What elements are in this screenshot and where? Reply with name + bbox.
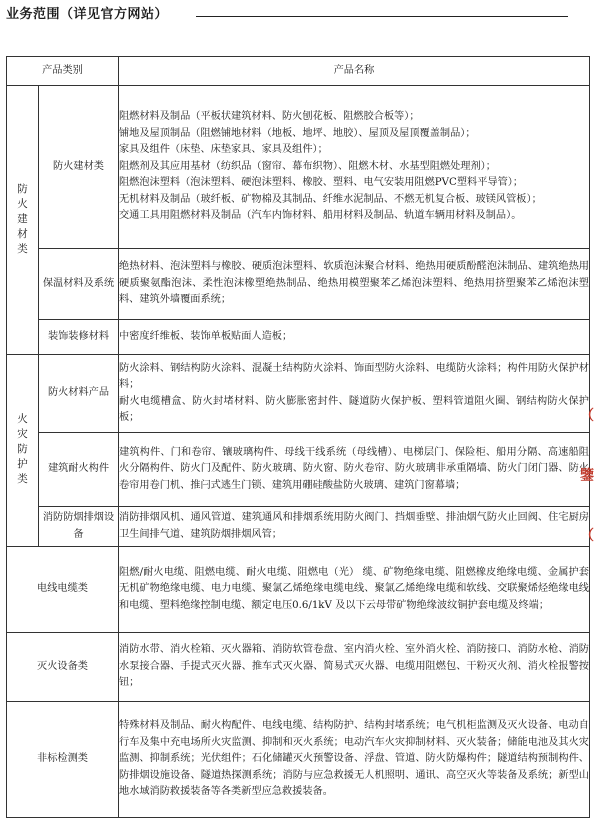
product-line: 无机材料及制品（玻纤板、矿物棉及其制品、纤维水泥制品、不燃无机复合板、玻镁风管板）； bbox=[119, 193, 542, 205]
section-header bbox=[6, 5, 598, 27]
header-rule bbox=[196, 16, 568, 17]
table-row bbox=[7, 633, 590, 702]
category-cell: 火灾防护类 bbox=[7, 355, 39, 547]
product-list-cell bbox=[119, 433, 590, 507]
product-list-cell bbox=[119, 355, 590, 433]
table-row bbox=[7, 320, 590, 355]
subcategory-cell: 防火材料产品 bbox=[39, 355, 119, 433]
table-row bbox=[7, 433, 590, 507]
product-line: 阻燃剂及其应用基材（纺织品（窗帘、幕布织物）、阻燃木材、水基型阻燃处理剂）； bbox=[119, 160, 496, 172]
business-scope-table bbox=[6, 56, 590, 818]
subcategory-cell: 建筑耐火构件 bbox=[39, 433, 119, 507]
product-list-cell bbox=[119, 547, 590, 633]
product-line: 消防排烟风机、通风管道、建筑通风和排烟系统用防火阀门、挡烟垂壁、排油烟气防火止回阀、住宅厨房卫生间排气道、建筑防烟排烟风管； bbox=[119, 512, 589, 540]
category-cell: 非标检测类 bbox=[7, 702, 119, 818]
table-header-row bbox=[7, 57, 590, 86]
subcategory-cell: 消防防烟排烟设备 bbox=[39, 507, 119, 547]
product-list-cell bbox=[119, 320, 590, 355]
stamp-char: （ bbox=[580, 408, 594, 424]
subcategory-cell: 装饰装修材料 bbox=[39, 320, 119, 355]
product-line: 消防水带、消火栓箱、灭火器箱、消防软管卷盘、室内消火栓、室外消火栓、消防接口、消防水枪、消防水泵接合器、手提式灭火器、推车式灭火器、简易式灭火器、电缆用阻燃包、干粉灭火剂、消火栓报警按钮； bbox=[119, 644, 589, 689]
product-line: 阻燃材料及制品（平板状建筑材料、防火刨花板、阻燃胶合板等）； bbox=[119, 111, 420, 123]
subcategory-cell: 保温材料及系统 bbox=[39, 249, 119, 320]
red-seal-stamp bbox=[580, 405, 600, 605]
category-cell: 电线电缆类 bbox=[7, 547, 119, 633]
section-title: 业务范围（详见官方网站） bbox=[6, 5, 172, 25]
product-line: 绝热材料、泡沫塑料与橡胶、硬质泡沫塑料、软质泡沫聚合材料、绝热用硬质酚醛泡沫制品、建筑绝热用硬质聚氨酯泡沫、柔性泡沫橡塑绝热制品、绝热用模塑聚苯乙烯泡沫塑料、绝热用挤塑聚苯乙烯泡沫塑料、建筑外墙覆面系统； bbox=[119, 261, 589, 306]
stamp-char: （ bbox=[580, 528, 594, 544]
product-line: 防火涂料、钢结构防火涂料、混凝土结构防火涂料、饰面型防火涂料、电缆防火涂料；构件用防火保护材料； bbox=[119, 362, 589, 390]
category-cell: 灭火设备类 bbox=[7, 633, 119, 702]
product-line: 家具及组件（床垫、床垫家具、家具及组件）； bbox=[119, 144, 328, 156]
product-list-cell bbox=[119, 702, 590, 818]
product-list-cell bbox=[119, 86, 590, 249]
product-list-cell bbox=[119, 633, 590, 702]
product-line: 铺地及屋顶制品（阻燃铺地材料（地板、地坪、地胶）、屋顶及屋顶覆盖制品）； bbox=[119, 127, 476, 139]
product-line: 耐火电缆槽盒、防火封堵材料、防火膨胀密封件、隧道防火保护板、塑料管道阻火圈、钢结构防火保护板； bbox=[119, 395, 589, 423]
product-line: 阻燃泡沫塑料（泡沫塑料、硬泡沫塑料、橡胶、塑料、电气安装用阻燃PVC塑料平导管）； bbox=[119, 177, 524, 189]
product-line: 阻燃/耐火电缆、阻燃电缆、耐火电缆、阻燃电（光） 缆、矿物绝缘电缆、阻燃橡皮绝缘电缆、金属护套无机矿物绝缘电缆、电力电缆、聚氯乙烯绝缘电缆电线、聚氯乙烯绝缘电缆和软线、交联聚烯烃绝缘电线和电缆、塑料绝缘控制电缆、额定电压0.6/1kV 及以下云母带矿物绝缘波纹铜护套电缆及终端； bbox=[119, 566, 589, 611]
table-row bbox=[7, 507, 590, 547]
product-line: 建筑构件、门和卷帘、镶玻璃构件、母线干线系统（母线槽）、电梯层门、保险柜、船用分隔、高速船阻火分隔构件、防火门及配件、防火玻璃、防火窗、防火卷帘、防火玻璃非承重隔墙、防火门闭门器、防火卷帘用卷门机、推闩式逃生门锁、建筑用硼硅酸盐防火玻璃、建筑门窗幕墙； bbox=[119, 446, 589, 491]
product-line: 交通工具用阻燃材料及制品（汽车内饰材料、船用材料及制品、轨道车辆用材料及制品）。 bbox=[119, 210, 522, 222]
product-line: 中密度纤维板、装饰单板贴面人造板； bbox=[119, 330, 293, 342]
product-line: 特殊材料及制品、耐火构配件、电线电缆、结构防护、结构封堵系统；电气机柜监测及灭火设备、电动自行车及集中充电场所火灾监测、抑制和灭火系统；电动汽车火灾抑制材料、灭火装备；储能电池及其火灾监测、抑制系统；光伏组件；石化储罐灭火预警设备、浮盘、管道、防火防爆构件；隧道结构预制构件、防排烟设施设备、隧道热探测系统；消防与应急救援无人机照明、通讯、高空灭火等装备及系统；新型山地水域消防救援装备等各类新型应急救援装备。 bbox=[119, 720, 589, 798]
stamp-char: 鑒 bbox=[580, 468, 594, 484]
table-row bbox=[7, 86, 590, 249]
product-list-cell bbox=[119, 249, 590, 320]
subcategory-cell: 防火建材类 bbox=[39, 86, 119, 249]
product-list-cell bbox=[119, 507, 590, 547]
table-row bbox=[7, 249, 590, 320]
header-product-name: 产品名称 bbox=[119, 57, 590, 86]
table-row bbox=[7, 702, 590, 818]
table-row bbox=[7, 547, 590, 633]
category-cell: 防火建材类 bbox=[7, 86, 39, 355]
header-category: 产品类别 bbox=[7, 57, 119, 86]
table-row bbox=[7, 355, 590, 433]
